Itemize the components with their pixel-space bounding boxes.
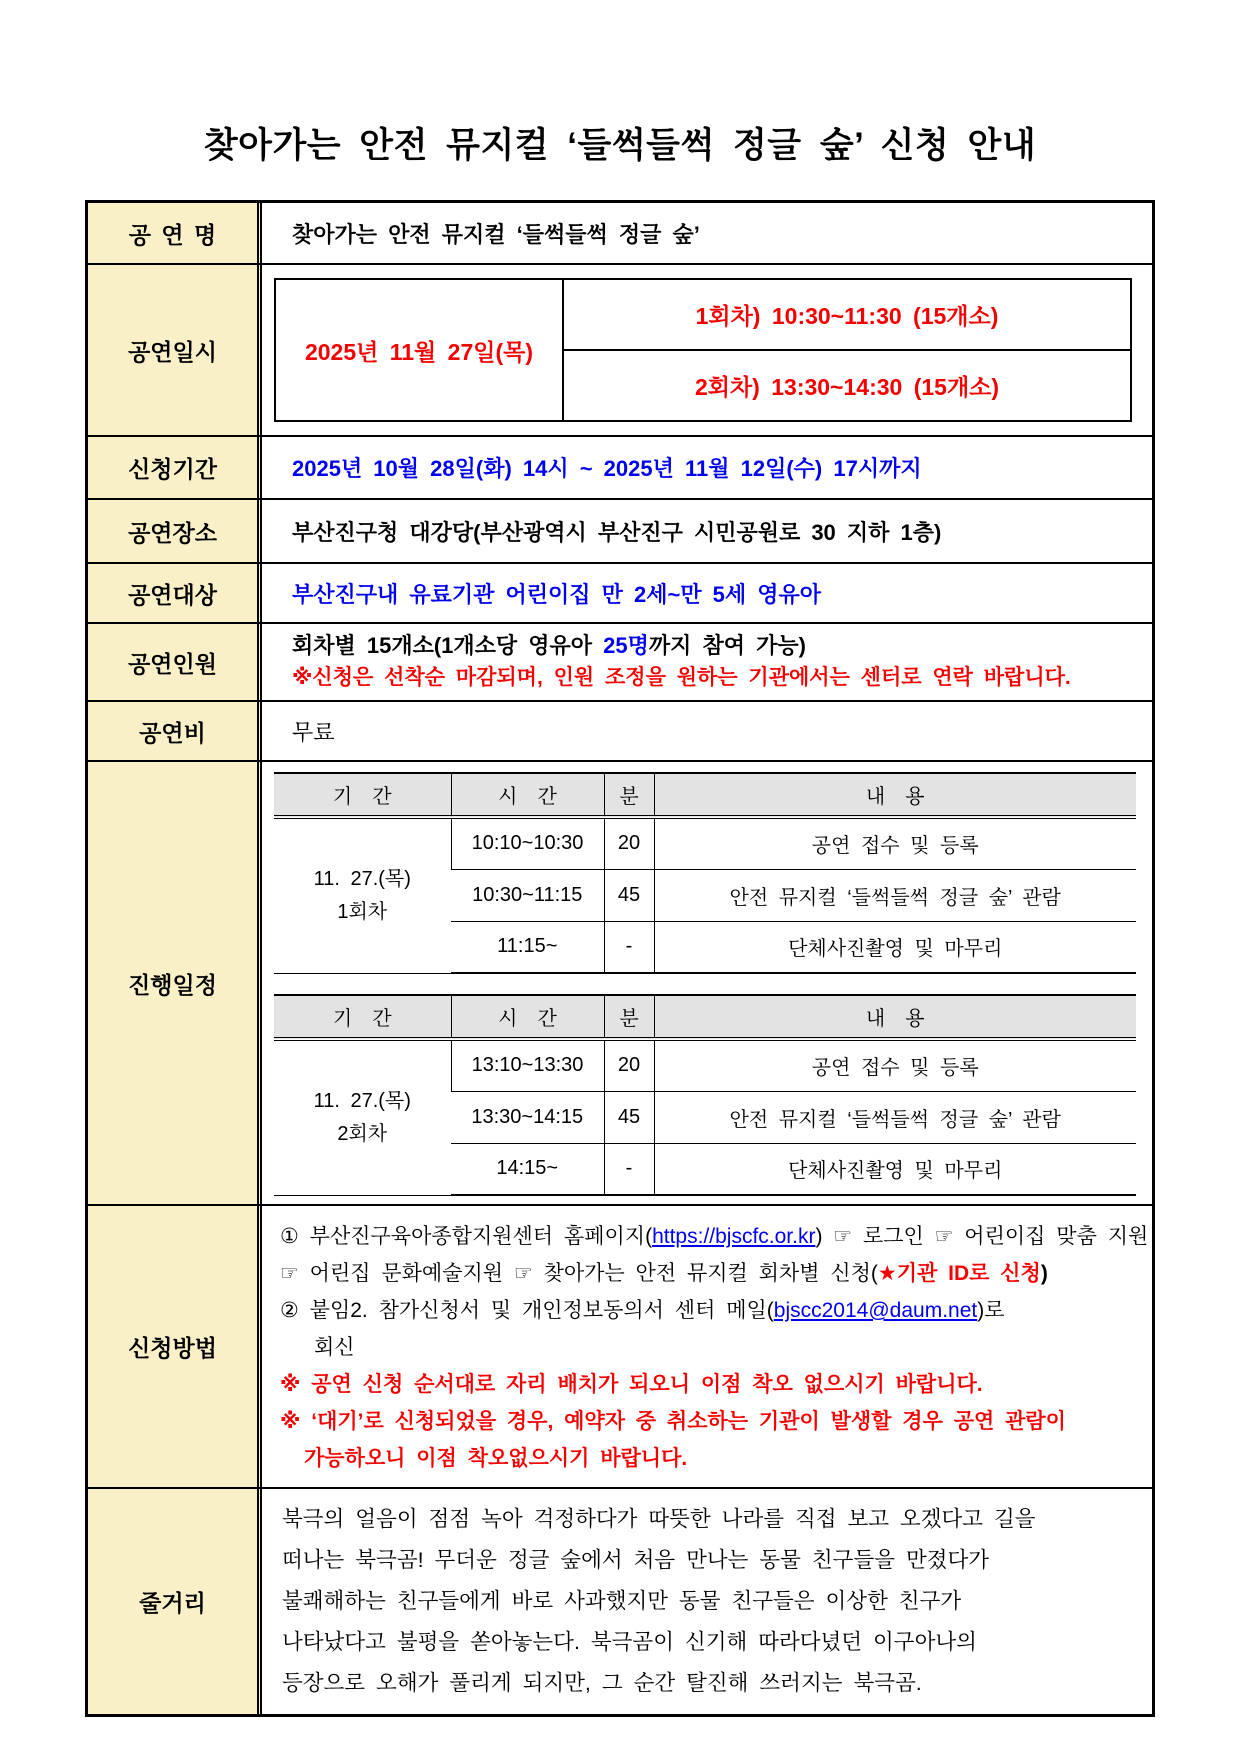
- row-label-performance-datetime: 공연일시: [88, 265, 262, 435]
- schedule1-row-1: [274, 817, 1136, 869]
- fee-value: 무료: [292, 719, 335, 745]
- schedule1-row1-time: 10:10~10:30: [451, 817, 604, 869]
- row-venue: [88, 498, 1152, 562]
- schedule1-row2-time: 10:30~11:15: [451, 869, 604, 921]
- venue-value: 부산진구청 대강당(부산광역시 부산진구 시민공원로 30 지하 1층): [292, 519, 942, 545]
- row-label-capacity: 공연인원: [88, 624, 262, 700]
- synopsis-line-4: 나타났다고 불평을 쏟아놓는다. 북극곰이 신기해 따라다녔던 이구아나의: [282, 1630, 977, 1654]
- performance-name-value: 찾아가는 안전 뮤지컬 ‘들썩들썩 정글 숲’: [292, 221, 700, 247]
- capacity-line: [292, 630, 1138, 662]
- apply-step1b-highlight: ★기관 ID로 신청: [877, 1262, 1041, 1285]
- datetime-inner-table: [274, 278, 1132, 422]
- row-label-venue: 공연장소: [88, 500, 262, 562]
- apply-step2: [280, 1292, 1148, 1329]
- capacity-cell: [262, 624, 1152, 700]
- row-label-target-audience: 공연대상: [88, 564, 262, 622]
- schedule-table-session2: [274, 994, 1136, 1196]
- schedule1-row2-minutes: 45: [604, 869, 654, 921]
- apply-step1: [280, 1218, 1148, 1255]
- apply-step2-continued: 회신: [314, 1336, 355, 1359]
- capacity-prefix: 회차별 15개소(1개소당 영유아: [292, 633, 604, 658]
- schedule2-row1-time: 13:10~13:30: [451, 1039, 604, 1091]
- schedule2-session-cell: [274, 1039, 451, 1195]
- row-label-application-period: 신청기간: [88, 437, 262, 498]
- capacity-note: ※신청은 선착순 마감되며, 인원 조정을 원하는 기관에서는 센터로 연락 바랍니다.: [292, 666, 1071, 689]
- target-audience-value: 부산진구내 유료기관 어린이집 만 2세~만 5세 영유아: [292, 581, 822, 607]
- schedule1-row1-minutes: 20: [604, 817, 654, 869]
- performance-datetime-cell: [262, 265, 1152, 435]
- apply-step1-suffix: ) ☞ 로그인 ☞ 어린이집 맞춤 지원: [815, 1225, 1149, 1248]
- row-fee: [88, 700, 1152, 760]
- row-performance-datetime: [88, 263, 1152, 435]
- schedule-cell: [262, 762, 1152, 1204]
- schedule2-row2-content: 안전 뮤지컬 ‘들썩들썩 정글 숲’ 관람: [654, 1091, 1136, 1143]
- row-target-audience: [88, 562, 1152, 622]
- schedule1-row2-content: 안전 뮤지컬 ‘들썩들썩 정글 숲’ 관람: [654, 869, 1136, 921]
- schedule2-row2-minutes: 45: [604, 1091, 654, 1143]
- row-capacity: [88, 622, 1152, 700]
- apply-note-2-continued: 가능하오니 이점 착오없으시기 바랍니다.: [304, 1447, 688, 1470]
- capacity-suffix: 까지 참여 가능): [648, 633, 806, 658]
- schedule2-date: 11. 27.(목): [313, 1089, 411, 1112]
- apply-step1b-suffix: ): [1040, 1262, 1048, 1285]
- apply-step1-prefix: ① 부산진구육아종합지원센터 홈페이지(: [280, 1225, 653, 1248]
- apply-note-1: ※ 공연 신청 순서대로 자리 배치가 되오니 이점 착오 없으시기 바랍니다.: [280, 1373, 983, 1396]
- schedule2-row1-minutes: 20: [604, 1039, 654, 1091]
- session2-time: 2회차) 13:30~14:30 (15개소): [564, 349, 1130, 420]
- schedule2-row1-content: 공연 접수 및 등록: [654, 1039, 1136, 1091]
- row-label-performance-name: 공 연 명: [88, 203, 262, 263]
- synopsis-line-5: 등장으로 오해가 풀리게 되지만, 그 순간 탈진해 쓰러지는 북극곰.: [282, 1671, 922, 1695]
- apply-step2-prefix: ② 붙임2. 참가신청서 및 개인정보동의서 센터 메일(: [280, 1299, 774, 1322]
- schedule2-row3-time: 14:15~: [451, 1143, 604, 1195]
- notice-table: [85, 200, 1155, 1717]
- schedule1-header-row: [274, 773, 1136, 817]
- row-performance-name: [88, 203, 1152, 263]
- schedule2-row2-time: 13:30~14:15: [451, 1091, 604, 1143]
- schedule1-row3-content: 단체사진촬영 및 마무리: [654, 921, 1136, 973]
- row-label-schedule: 진행일정: [88, 762, 262, 1204]
- application-period-value: 2025년 10월 28일(화) 14시 ~ 2025년 11월 12일(수) 17시까지: [292, 456, 922, 481]
- schedule1-session-cell: [274, 817, 451, 973]
- schedule-table-session1: [274, 772, 1136, 974]
- schedule1-header-minutes: 분: [604, 773, 654, 817]
- synopsis-line-3: 불쾌해하는 친구들에게 바로 사과했지만 동물 친구들은 이상한 친구가: [282, 1589, 962, 1613]
- schedule2-header-period: 기 간: [274, 995, 451, 1039]
- schedule1-row3-time: 11:15~: [451, 921, 604, 973]
- apply-step2-suffix: )로: [977, 1299, 1005, 1322]
- row-label-fee: 공연비: [88, 702, 262, 760]
- row-how-to-apply: [88, 1204, 1152, 1487]
- row-application-period: [88, 435, 1152, 498]
- apply-step1-continued: [280, 1255, 1148, 1292]
- schedule2-row3-minutes: -: [604, 1143, 654, 1195]
- how-to-apply-cell: [262, 1206, 1162, 1487]
- schedule2-row-1: [274, 1039, 1136, 1091]
- schedule1-header-period: 기 간: [274, 773, 451, 817]
- schedule1-session: 1회차: [337, 900, 388, 923]
- schedule2-session: 2회차: [337, 1122, 388, 1145]
- homepage-link[interactable]: https://bjscfc.or.kr: [652, 1225, 816, 1248]
- schedule1-date: 11. 27.(목): [313, 867, 411, 890]
- session1-time: 1회차) 10:30~11:30 (15개소): [695, 303, 999, 329]
- synopsis-cell: [262, 1489, 1152, 1714]
- apply-note-2: ※ ‘대기’로 신청되었을 경우, 예약자 중 취소하는 기관이 발생할 경우 공연 관람이: [280, 1410, 1066, 1433]
- schedule2-row3-content: 단체사진촬영 및 마무리: [654, 1143, 1136, 1195]
- datetime-sessions: [564, 280, 1130, 420]
- row-label-how-to-apply: 신청방법: [88, 1206, 262, 1487]
- email-link[interactable]: bjscc2014@daum.net: [773, 1299, 978, 1322]
- schedule2-header-row: [274, 995, 1136, 1039]
- capacity-highlight: 25명: [603, 633, 649, 658]
- synopsis-line-1: 북극의 얼음이 점점 녹아 걱정하다가 따뜻한 나라를 직접 보고 오겠다고 길을: [282, 1507, 1036, 1531]
- schedule2-header-minutes: 분: [604, 995, 654, 1039]
- schedule2-header-content: 내 용: [654, 995, 1136, 1039]
- schedule1-row3-minutes: -: [604, 921, 654, 973]
- apply-step1b-prefix: ☞ 어린집 문화예술지원 ☞ 찾아가는 안전 뮤지컬 회차별 신청(: [280, 1262, 878, 1285]
- schedule1-row1-content: 공연 접수 및 등록: [654, 817, 1136, 869]
- synopsis-line-2: 떠나는 북극곰! 무더운 정글 숲에서 처음 만나는 동물 친구들을 만졌다가: [282, 1548, 990, 1572]
- row-label-synopsis: 줄거리: [88, 1489, 262, 1714]
- row-synopsis: [88, 1487, 1152, 1714]
- row-schedule: [88, 760, 1152, 1204]
- page-title: 찾아가는 안전 뮤지컬 ‘들썩들썩 정글 숲’ 신청 안내: [203, 126, 1037, 165]
- schedule1-header-content: 내 용: [654, 773, 1136, 817]
- schedule2-header-time: 시 간: [451, 995, 604, 1039]
- schedule1-header-time: 시 간: [451, 773, 604, 817]
- performance-date: 2025년 11월 27일(목): [276, 280, 564, 420]
